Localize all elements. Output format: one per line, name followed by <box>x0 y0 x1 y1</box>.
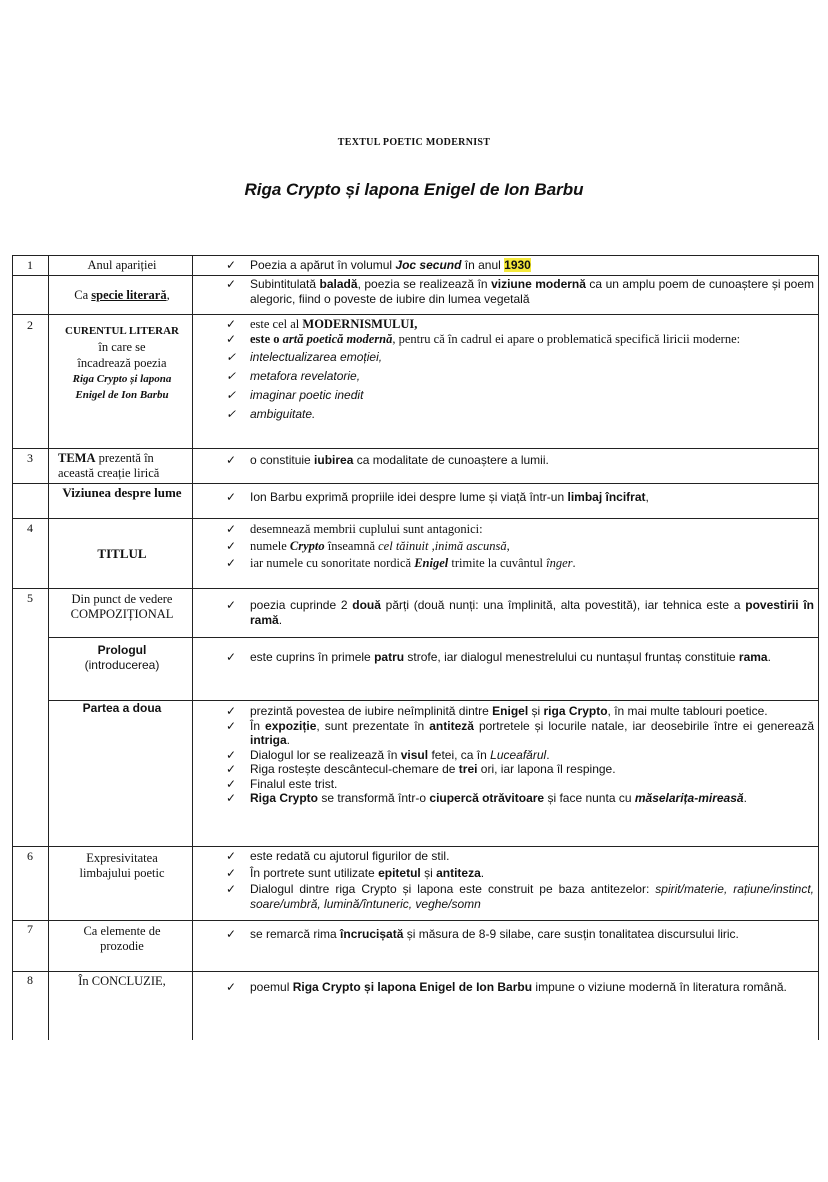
row-content-species: ✓ Subintitulată baladă, poezia se realizează în viziune modernă ca un amplu poem de cunoaștere și poem alegoric, fiind o poveste de iubire din lumea vegetală <box>226 277 814 306</box>
check-icon: ✓ <box>226 369 237 383</box>
row-label-species: Ca specie literară, <box>74 288 170 302</box>
row-content-year: ✓ Poezia a apărut în volumul Joc secund în anul 1930 <box>226 258 531 272</box>
check-icon: ✓ <box>226 453 237 467</box>
row-label-current: CURENTUL LITERAR în care se încadrează poezia Riga Crypto și lapona Enigel de Ion Barbu <box>65 325 179 401</box>
check-icon: ✓ <box>226 776 237 791</box>
check-icon: ✓ <box>226 882 237 896</box>
document-title: Riga Crypto și lapona Enigel de Ion Barbu <box>244 180 584 199</box>
check-icon: ✓ <box>226 718 237 733</box>
check-icon: ✓ <box>226 539 237 553</box>
check-icon: ✓ <box>226 762 237 776</box>
column-rule-label <box>192 255 193 1040</box>
check-icon: ✓ <box>226 556 237 570</box>
row-label-prologue: Prologul (introducerea) <box>84 643 160 672</box>
check-icon: ✓ <box>226 791 237 805</box>
row-content-part-two: ✓ prezintă povestea de iubire neîmplinită dintre Enigel și riga Crypto, în mai multe tablouri poetice. ✓ În expoziție, sunt prezentate în antiteză portretele și locurile natale, iar deosebirile între ei generează intriga. ✓ Dialogul lor se realizează în visul fetei, ca în Luceafărul. ✓ Riga rostește descântecul-chemare de trei ori, iar lapona îl respinge. ✓ Finalul este trist. ✓ Riga Crypto se transformă într-o ciupercă otrăvitoare și face nunta cu măselarița-mireasă. <box>226 704 815 805</box>
check-icon: ✓ <box>226 490 237 504</box>
check-icon: ✓ <box>226 258 237 272</box>
row-content-expressivity: ✓ este redată cu ajutorul figurilor de stil. ✓ În portrete sunt utilizate epitetul și antiteza. ✓ Dialogul dintre riga Crypto și lapona este construit pe baza antitezelor: spirit/materie, rațiune/instinct, soare/umbră, lumină/întuneric, veghe/somn <box>226 849 814 911</box>
row-content-vision: ✓ Ion Barbu exprimă propriile idei despre lume și viață într-un limbaj încifrat, <box>226 490 649 504</box>
row-label-vision: Viziunea despre lume <box>62 485 182 500</box>
column-rule-number <box>48 255 49 1040</box>
row-number: 3 <box>27 451 33 465</box>
check-icon: ✓ <box>226 980 237 994</box>
row-content-composition: ✓ poezia cuprinde 2 două părți (două nunți: una împlinită, alta povestită), iar tehnica este a povestirii în ramă. <box>226 598 814 627</box>
check-icon: ✓ <box>226 650 237 664</box>
row-number: 1 <box>27 258 33 272</box>
row-label-title: TITLUL <box>97 546 147 561</box>
row-number: 5 <box>27 591 33 605</box>
row-number: 7 <box>27 922 33 936</box>
row-content-conclusion: ✓ poemul Riga Crypto și lapona Enigel de Ion Barbu impune o viziune modernă în literatura română. <box>226 980 787 994</box>
check-icon: ✓ <box>226 849 237 863</box>
check-icon: ✓ <box>226 598 237 612</box>
check-icon: ✓ <box>226 522 237 536</box>
row-content-prologue: ✓ este cuprins în primele patru strofe, iar dialogul menestrelului cu nuntașul fruntaș constituie rama. <box>226 650 771 664</box>
row-content-current: ✓ este cel al MODERNISMULUI, ✓ este o artă poetică modernă, pentru că în cadrul ei apare o problematică specifică liricii moderne: ✓ intelectualizarea emoției, ✓ metafora revelatorie, ✓ imaginar poetic inedit ✓ ambiguitate. <box>226 317 741 421</box>
row-number: 4 <box>27 521 33 535</box>
check-icon: ✓ <box>226 350 237 364</box>
row-label-year: Anul apariției <box>87 258 157 272</box>
document-heading: TEXTUL POETIC MODERNIST <box>337 137 491 148</box>
row-label-theme: TEMA prezentă în această creație lirică <box>58 451 160 480</box>
row-content-title: ✓ desemnează membrii cuplului sunt antagonici: ✓ numele Crypto înseamnă cel tăinuit ,inimă ascunsă, ✓ iar numele cu sonoritate nordică Enigel trimite la cuvântul înger. <box>226 522 576 570</box>
row-content-theme: ✓ o constituie iubirea ca modalitate de cunoaștere a lumii. <box>226 453 549 467</box>
row-label-conclusion: În CONCLUZIE, <box>78 974 166 988</box>
row-label-prosody: Ca elemente de prozodie <box>83 924 161 953</box>
row-label-part-two: Partea a doua <box>82 701 162 715</box>
row-number: 8 <box>27 973 33 987</box>
row-label-composition: Din punct de vedere COMPOZIȚIONAL <box>70 592 174 621</box>
check-icon: ✓ <box>226 388 237 402</box>
check-icon: ✓ <box>226 927 237 941</box>
row-content-prosody: ✓ se remarcă rima încrucișată și măsura de 8-9 silabe, care susțin tonalitatea discursului liric. <box>226 927 739 941</box>
check-icon: ✓ <box>226 332 237 346</box>
highlighted-year: 1930 <box>504 258 531 272</box>
check-icon: ✓ <box>226 704 237 718</box>
check-icon: ✓ <box>226 277 237 291</box>
check-icon: ✓ <box>226 747 237 762</box>
summary-table <box>12 255 820 1040</box>
row-label-expressivity: Expresivitatea limbajului poetic <box>79 851 165 880</box>
row-number: 2 <box>27 318 33 332</box>
row-number: 6 <box>27 849 33 863</box>
table-border-right <box>818 255 819 1040</box>
check-icon: ✓ <box>226 317 237 331</box>
check-icon: ✓ <box>226 865 237 880</box>
check-icon: ✓ <box>226 407 237 421</box>
